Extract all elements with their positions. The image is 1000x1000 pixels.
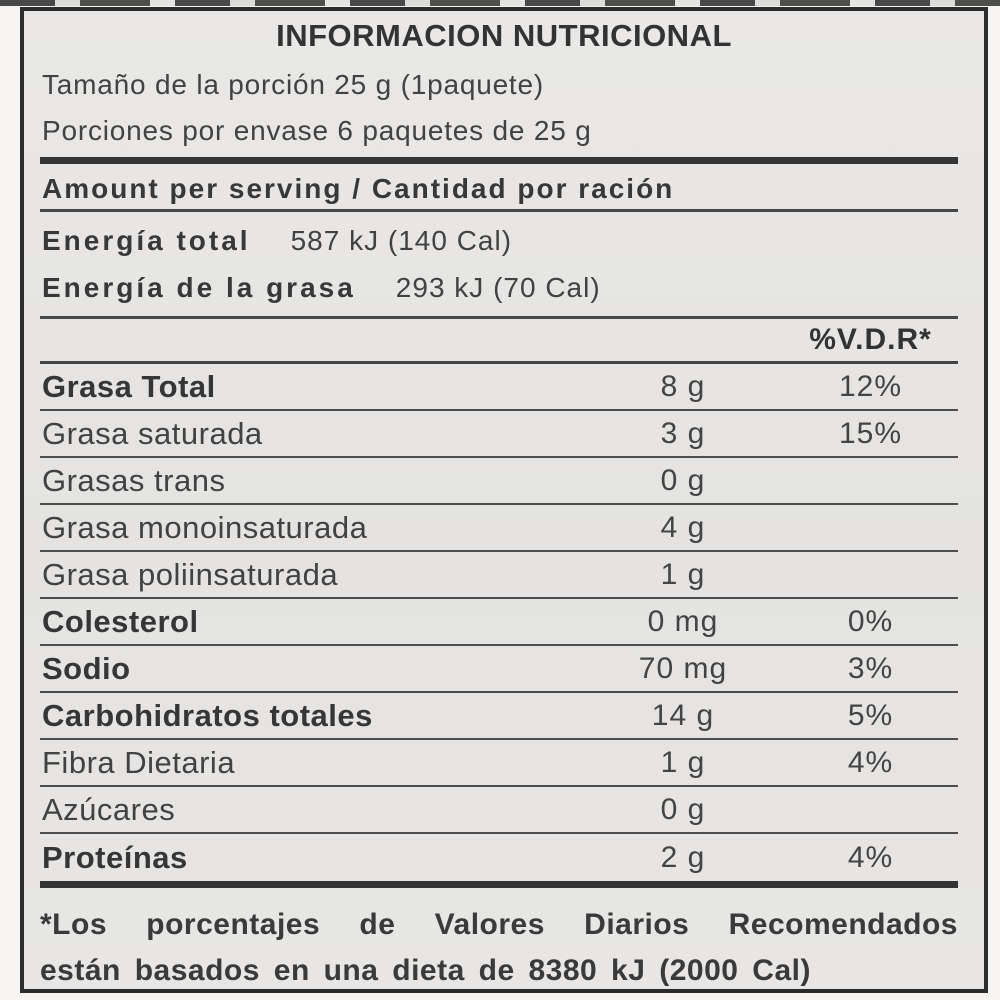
serving-size-line: Tamaño de la porción 25 g (1paquete) [42,69,545,100]
nutrient-label: Fibra Dietaria [42,744,236,780]
nutrient-amount: 0 g [660,792,706,826]
nutrient-label: Grasas trans [42,462,226,498]
nutrient-row-sodium [40,646,958,693]
divider-thick-top [40,157,958,164]
footnote-line-1: *Los porcentajes de Valores Diarios Recomendados [40,908,958,941]
nutrient-label: Colesterol [42,603,199,639]
label-title: INFORMACION NUTRICIONAL [276,18,732,53]
footnote-line-2: están basados en una dieta de 8380 kJ (2000 Cal) [40,954,811,987]
nutrient-row-dietary-fiber [40,740,958,787]
nutrient-vdr: 0% [847,604,894,638]
nutrient-amount: 4 g [660,510,706,544]
nutrient-amount: 8 g [660,369,706,403]
nutrient-label: Grasa poliinsaturada [42,556,339,592]
nutrient-amount: 0 mg [647,604,719,638]
nutrient-amount: 1 g [660,557,706,591]
energy-total-value: 587 kJ (140 Cal) [290,225,513,256]
nutrient-amount: 3 g [660,416,706,450]
nutrient-label: Carbohidratos totales [42,697,373,733]
amount-per-serving-header: Amount per serving / Cantidad por ración [42,173,675,204]
nutrient-amount: 2 g [660,840,706,874]
nutrient-label: Grasa monoinsaturada [42,509,368,545]
energy-fat-label: Energía de la grasa [42,272,356,303]
nutrient-amount: 70 mg [638,651,728,685]
nutrient-vdr: 4% [847,840,894,874]
nutrient-vdr: 12% [838,369,903,403]
nutrient-row-trans-fat [40,458,958,505]
nutrient-amount: 14 g [651,698,715,732]
scan-edge-artifact [0,0,1000,6]
nutrient-label: Grasa Total [42,368,216,404]
nutrient-row-monounsaturated-fat [40,505,958,552]
vdr-header-row [40,319,958,364]
nutrient-label: Azúcares [42,791,176,827]
energy-fat-row [42,264,958,312]
nutrient-amount: 0 g [660,463,706,497]
nutrient-label: Proteínas [42,839,188,875]
nutrition-label [20,7,988,993]
nutrient-row-polyunsaturated-fat [40,552,958,599]
nutrient-row-saturated-fat [40,411,958,458]
nutrient-label: Sodio [42,650,131,686]
footnote [40,888,958,994]
divider-thick-bottom [40,881,958,888]
nutrient-label: Grasa saturada [42,415,263,451]
nutrient-vdr: 15% [838,416,903,450]
nutrient-row-total-carbohydrate [40,693,958,740]
nutrient-row-total-fat [40,364,958,411]
energy-fat-value: 293 kJ (70 Cal) [395,272,601,303]
nutrient-vdr: 3% [847,651,894,685]
nutrient-row-sugars [40,787,958,834]
nutrient-vdr: 5% [847,698,894,732]
energy-total-row [42,212,958,264]
nutrient-row-protein [40,834,958,881]
nutrient-amount: 1 g [660,745,706,779]
nutrient-row-cholesterol [40,599,958,646]
energy-total-label: Energía total [42,225,251,256]
servings-per-container-line: Porciones por envase 6 paquetes de 25 g [42,115,592,146]
vdr-header: %V.D.R* [809,323,932,356]
nutrient-vdr: 4% [847,745,894,779]
